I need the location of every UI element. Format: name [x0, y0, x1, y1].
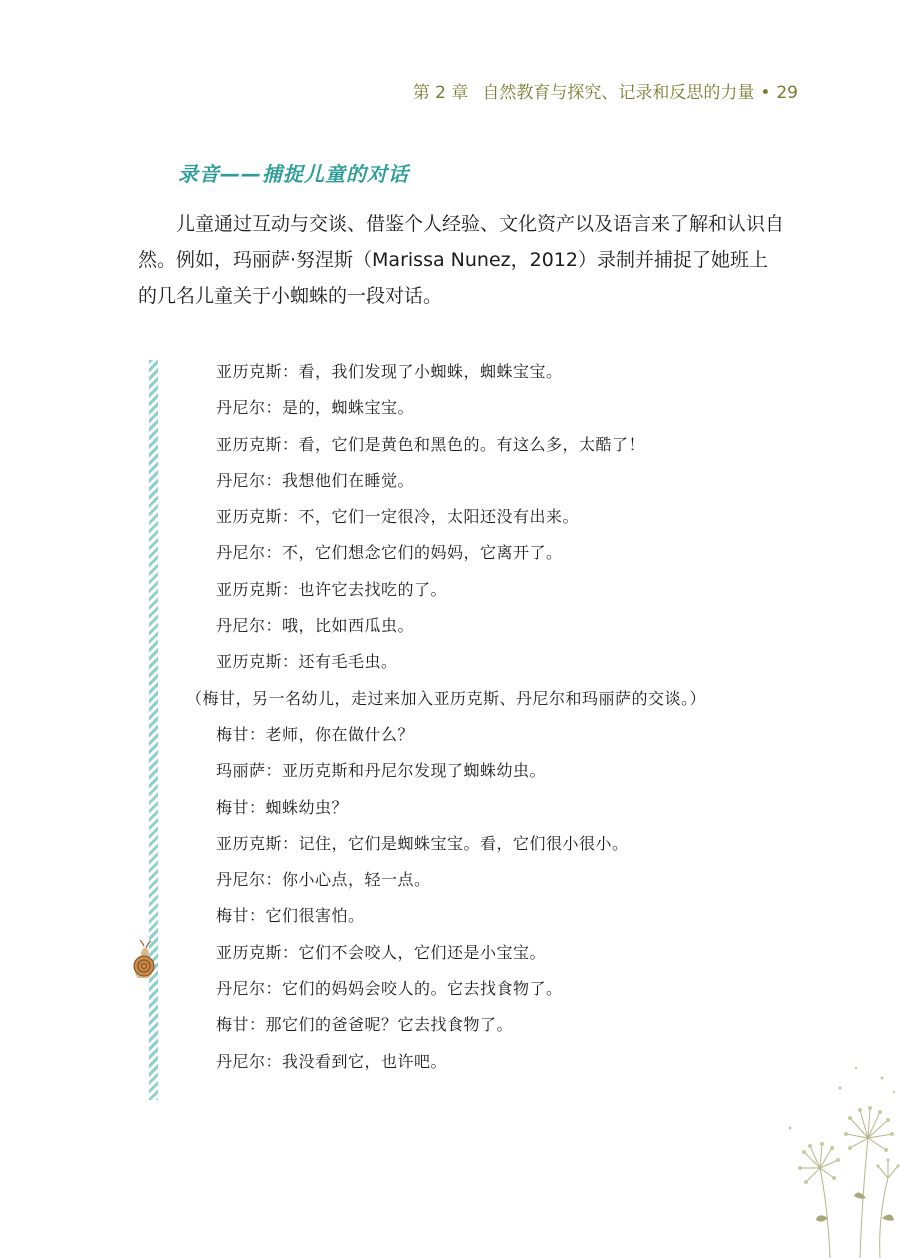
dialogue-side-stripe — [149, 360, 158, 1100]
dialogue-line: 丹尼尔：哦，比如西瓜虫。 — [216, 616, 415, 636]
dialogue-line: 亚历克斯：也许它去找吃的了。 — [216, 579, 448, 599]
dialogue-line: 玛丽萨：亚历克斯和丹尼尔发现了蜘蛛幼虫。 — [216, 761, 547, 781]
dialogue-line: 丹尼尔：是的，蜘蛛宝宝。 — [216, 398, 415, 418]
dialogue-line: 丹尼尔：不，它们想念它们的妈妈，它离开了。 — [216, 543, 563, 563]
dialogue-line: 亚历克斯：还有毛毛虫。 — [216, 652, 398, 672]
dialogue-line: 梅甘：它们很害怕。 — [216, 906, 365, 926]
dialogue-line: 丹尼尔：我想他们在睡觉。 — [216, 470, 415, 490]
section-heading: 录音——捕捉儿童的对话 — [178, 162, 409, 186]
dialogue-stage-note: （梅甘，另一名幼儿，走过来加入亚历克斯、丹尼尔和玛丽萨的交谈。） — [186, 688, 707, 708]
dialogue-line: 亚历克斯：看，我们发现了小蜘蛛，蜘蛛宝宝。 — [216, 362, 563, 381]
dialogue-line: 丹尼尔：我没看到它，也许吧。 — [216, 1051, 448, 1071]
dialogue-line: 亚历克斯：看，它们是黄色和黑色的。有这么多，太酷了！ — [216, 434, 646, 454]
dialogue-line: 丹尼尔：你小心点，轻一点。 — [216, 870, 431, 890]
dialogue-line: 丹尼尔：它们的妈妈会咬人的。它去找食物了。 — [216, 979, 563, 999]
dialogue-line: 梅甘：老师，你在做什么？ — [216, 724, 415, 744]
chapter-label: 第 2 章 — [412, 83, 469, 103]
dialogue-line: 亚历克斯：不，它们一定很冷，太阳还没有出来。 — [216, 507, 580, 527]
dialogue-list — [176, 354, 776, 1080]
running-header — [413, 78, 798, 103]
dialogue-line: 亚历克斯：它们不会咬人，它们还是小宝宝。 — [216, 942, 547, 962]
dialogue-line: 梅甘：蜘蛛幼虫？ — [216, 797, 349, 817]
dialogue-line: 亚历克斯：记住，它们是蜘蛛宝宝。看，它们很小很小。 — [216, 833, 629, 853]
snail-icon — [130, 940, 158, 980]
header-bullet: • — [760, 83, 771, 103]
intro-paragraph: 儿童通过互动与交谈、借鉴个人经验、文化资产以及语言来了解和认识自然。例如，玛丽萨·努涅斯（Marissa Nunez，2012）录制并捕捉了她班上的几名儿童关于小蜘蛛的一段对话。 — [138, 213, 785, 307]
dandelion-illustration — [770, 1048, 900, 1258]
page-number: 29 — [776, 83, 798, 103]
dialogue-line: 梅甘：那它们的爸爸呢？它去找食物了。 — [216, 1015, 514, 1035]
chapter-title: 自然教育与探究、记录和反思的力量 — [482, 83, 755, 103]
